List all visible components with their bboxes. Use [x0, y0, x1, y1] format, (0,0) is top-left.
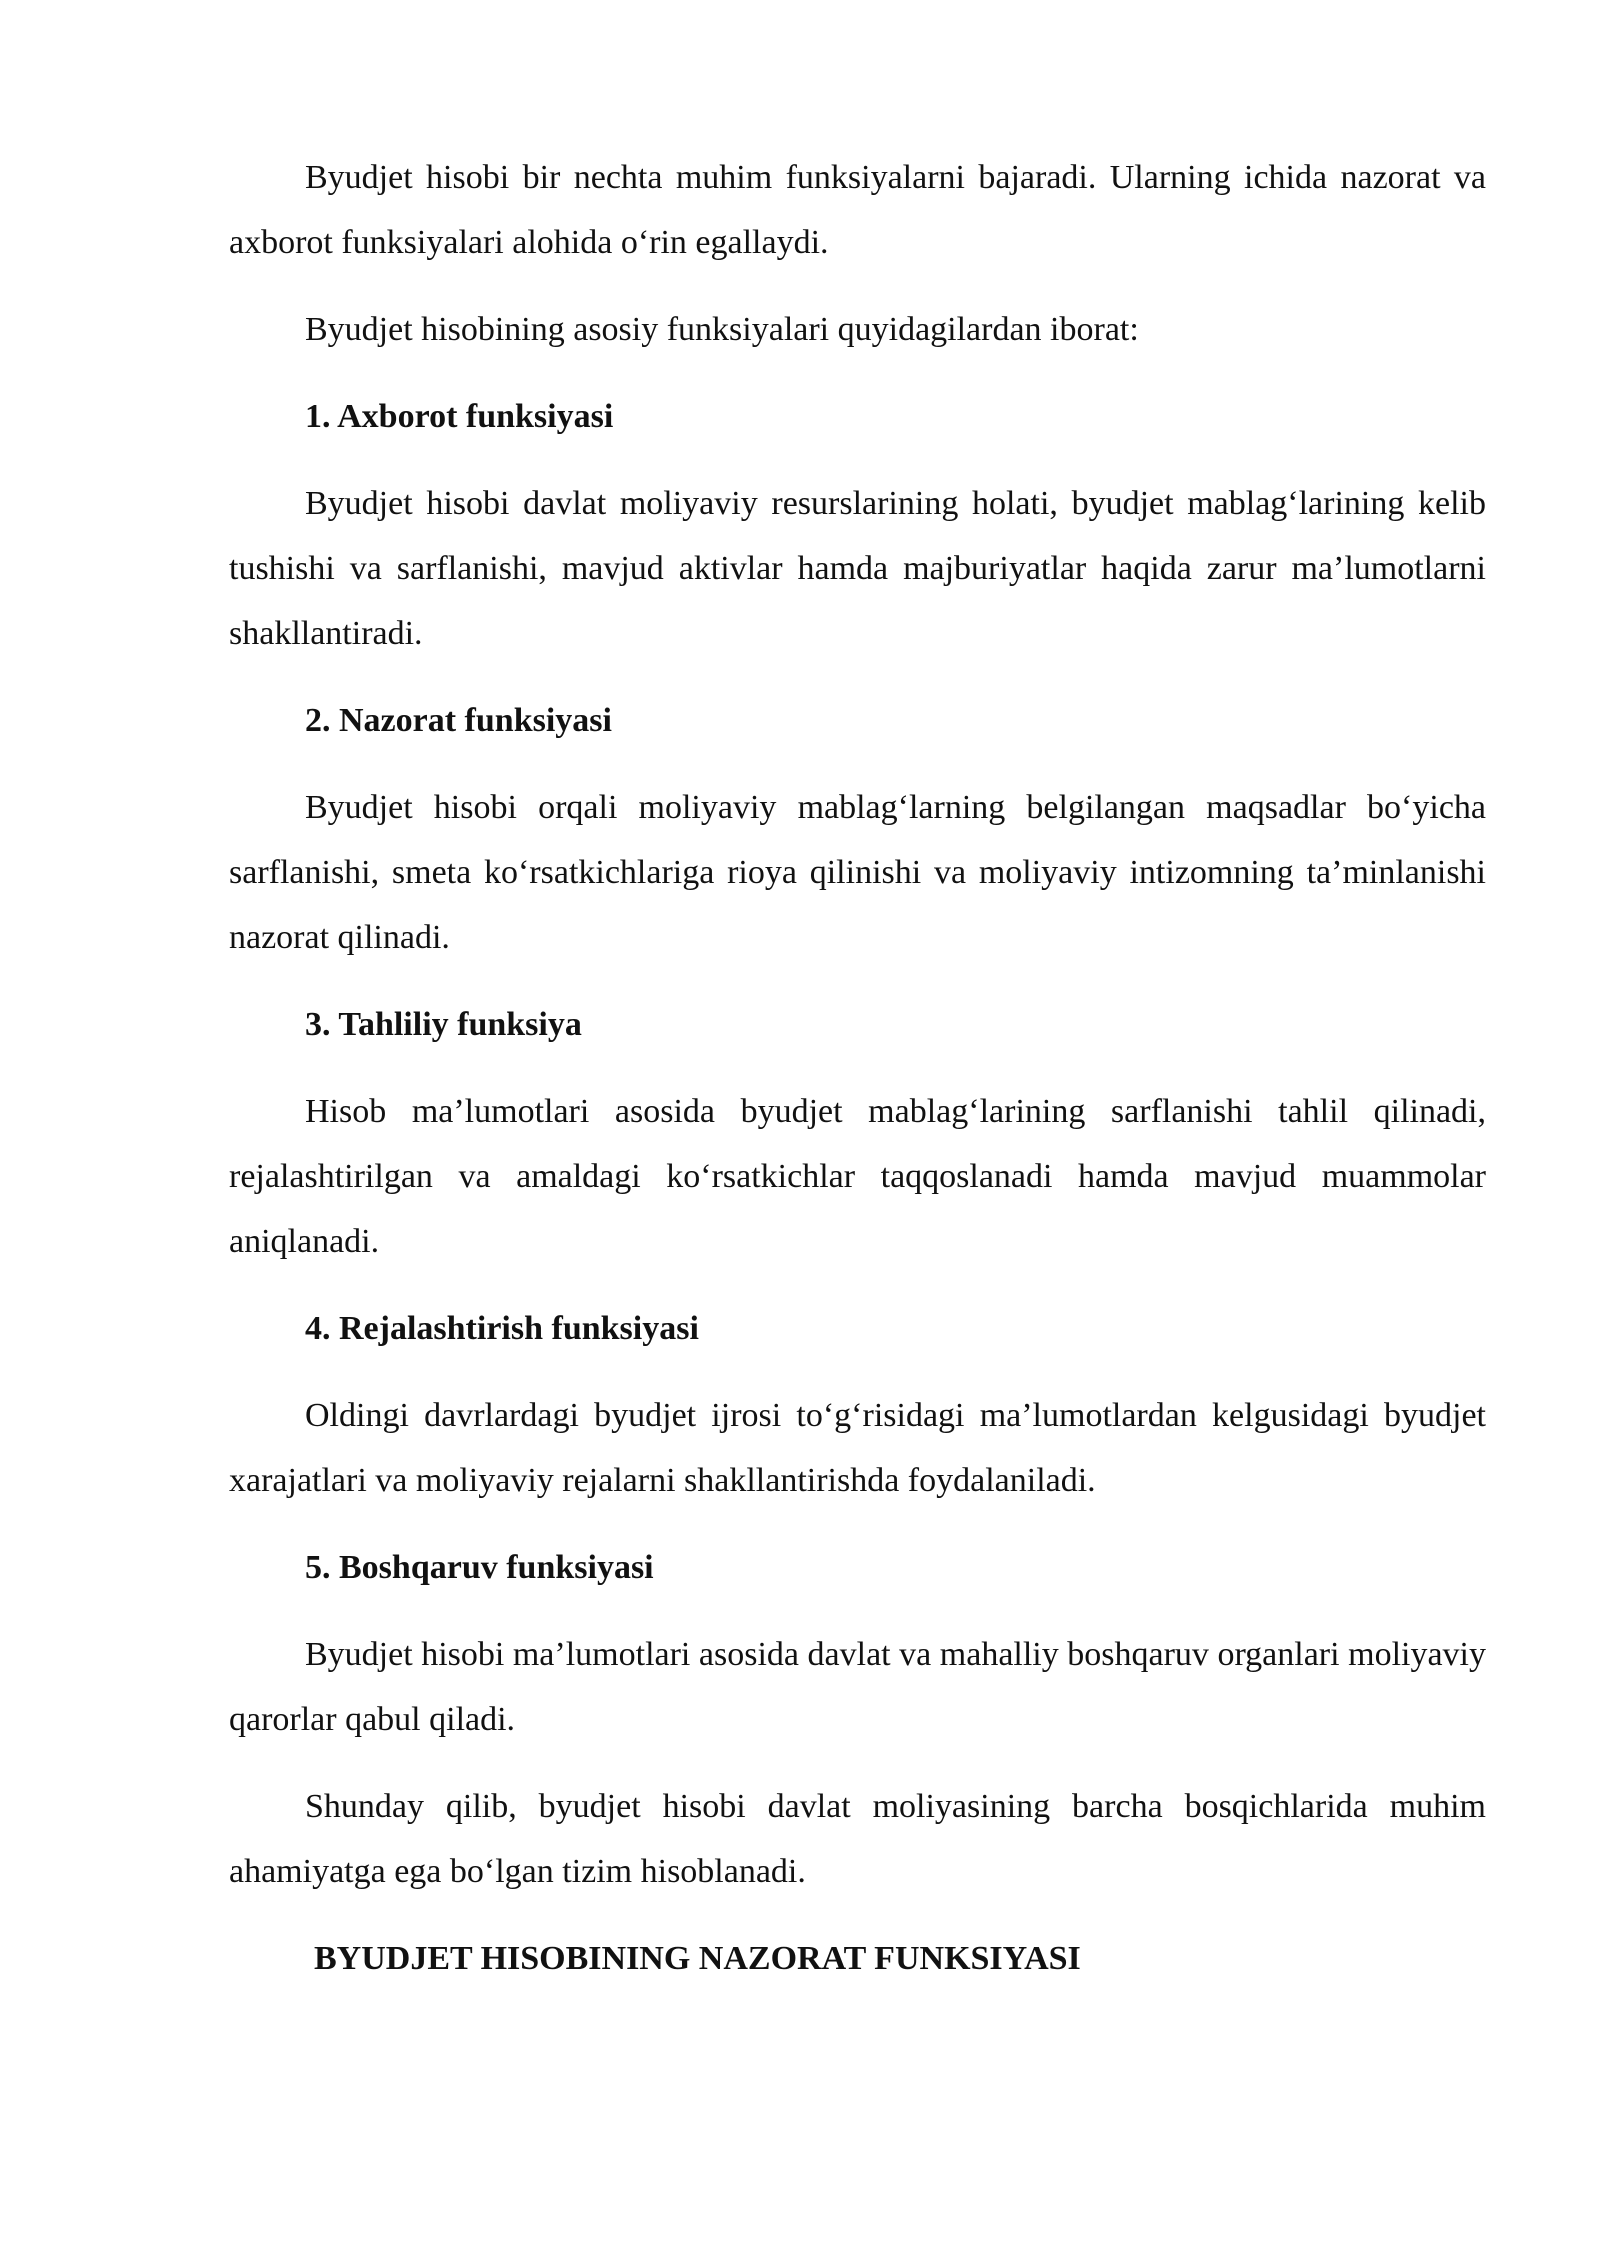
heading-nazorat: 2. Nazorat funksiyasi	[305, 702, 612, 739]
paragraph-intro: Byudjet hisobi bir nechta muhim funksiyalarni bajaradi. Ularning ichida nazorat va axborot funksiyalari alohida o‘rin egallaydi.	[229, 159, 1486, 261]
section-title: BYUDJET HISOBINING NAZORAT FUNKSIYASI	[314, 1940, 1081, 1977]
paragraph-conclusion: Shunday qilib, byudjet hisobi davlat moliyasining barcha bosqichlarida muhim ahamiyatga ega bo‘lgan tizim hisoblanadi.	[229, 1788, 1486, 1890]
heading-rejalashtirish: 4. Rejalashtirish funksiyasi	[305, 1310, 699, 1347]
paragraph-rejalashtirish: Oldingi davrlardagi byudjet ijrosi to‘g‘risidagi ma’lumotlardan kelgusidagi byudjet xarajatlari va moliyaviy rejalarni shakllantirishda foydalaniladi.	[229, 1397, 1486, 1499]
paragraph-axborot: Byudjet hisobi davlat moliyaviy resurslarining holati, byudjet mablag‘larining kelib tushishi va sarflanishi, mavjud aktivlar hamda majburiyatlar haqida zarur ma’lumotlarni shakllantiradi.	[229, 485, 1486, 652]
document-page	[229, 145, 1486, 1991]
paragraph-boshqaruv: Byudjet hisobi ma’lumotlari asosida davlat va mahalliy boshqaruv organlari moliyaviy qarorlar qabul qiladi.	[229, 1636, 1486, 1738]
paragraph-tahliliy: Hisob ma’lumotlari asosida byudjet mablag‘larining sarflanishi tahlil qilinadi, rejalashtirilgan va amaldagi ko‘rsatkichlar taqqoslanadi hamda mavjud muammolar aniqlanadi.	[229, 1093, 1486, 1260]
paragraph-functions-list: Byudjet hisobining asosiy funksiyalari quyidagilardan iborat:	[305, 311, 1139, 348]
heading-boshqaruv: 5. Boshqaruv funksiyasi	[305, 1549, 654, 1586]
paragraph-nazorat: Byudjet hisobi orqali moliyaviy mablag‘larning belgilangan maqsadlar bo‘yicha sarflanishi, smeta ko‘rsatkichlariga rioya qilinishi va moliyaviy intizomning ta’minlanishi nazorat qilinadi.	[229, 789, 1486, 956]
heading-axborot: 1. Axborot funksiyasi	[305, 398, 614, 435]
heading-tahliliy: 3. Tahliliy funksiya	[305, 1006, 582, 1043]
